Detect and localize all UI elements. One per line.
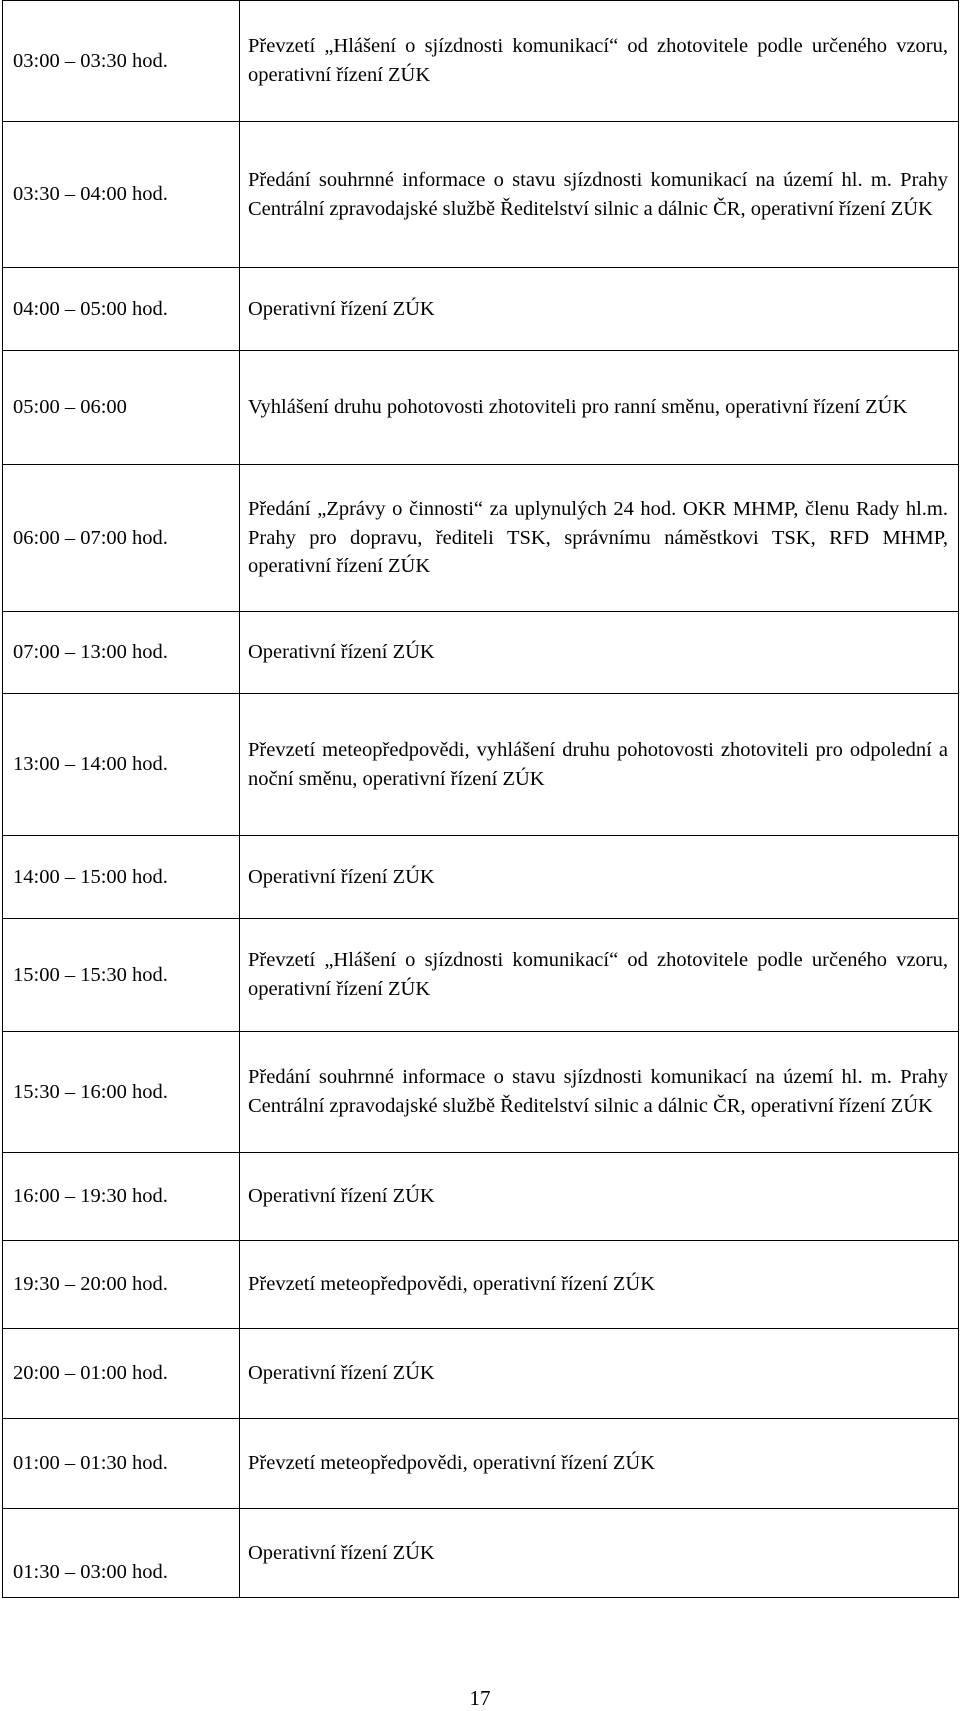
table-row (3, 919, 959, 1032)
time-cell: 04:00 – 05:00 hod. (3, 268, 240, 351)
time-cell: 05:00 – 06:00 (3, 351, 240, 465)
activity-cell: Vyhlášení druhu pohotovosti zhotoviteli pro ranní směnu, operativní řízení ZÚK (240, 351, 959, 465)
activity-cell: Operativní řízení ZÚK (240, 268, 959, 351)
activity-cell: Převzetí „Hlášení o sjízdnosti komunikací“ od zhotovitele podle určeného vzoru, operativní řízení ZÚK (240, 919, 959, 1032)
page-number: 17 (469, 1686, 491, 1710)
activity-cell: Převzetí meteopředpovědi, operativní řízení ZÚK (240, 1241, 959, 1329)
schedule-table (2, 0, 959, 1598)
activity-cell: Předání souhrnné informace o stavu sjízdnosti komunikací na území hl. m. Prahy Centrální zpravodajské službě Ředitelství silnic a dálnic ČR, operativní řízení ZÚK (240, 122, 959, 268)
time-cell: 07:00 – 13:00 hod. (3, 612, 240, 694)
time-cell: 03:30 – 04:00 hod. (3, 122, 240, 268)
table-row (3, 351, 959, 465)
activity-cell: Předání „Zprávy o činnosti“ za uplynulých 24 hod. OKR MHMP, členu Rady hl.m. Prahy pro dopravu, řediteli TSK, správnímu náměstkovi TSK, RFD MHMP, operativní řízení ZÚK (240, 465, 959, 612)
activity-cell: Převzetí meteopředpovědi, vyhlášení druhu pohotovosti zhotoviteli pro odpolední a noční směnu, operativní řízení ZÚK (240, 694, 959, 836)
time-cell: 14:00 – 15:00 hod. (3, 836, 240, 919)
time-cell: 20:00 – 01:00 hod. (3, 1329, 240, 1419)
activity-cell: Operativní řízení ZÚK (240, 836, 959, 919)
time-cell: 15:30 – 16:00 hod. (3, 1032, 240, 1153)
table-row (3, 1509, 959, 1598)
table-row (3, 1, 959, 122)
time-cell: 03:00 – 03:30 hod. (3, 1, 240, 122)
activity-cell: Převzetí meteopředpovědi, operativní řízení ZÚK (240, 1419, 959, 1509)
table-row (3, 122, 959, 268)
table-row (3, 268, 959, 351)
table-row (3, 836, 959, 919)
activity-cell: Převzetí „Hlášení o sjízdnosti komunikací“ od zhotovitele podle určeného vzoru, operativní řízení ZÚK (240, 1, 959, 122)
table-row (3, 1032, 959, 1153)
table-row (3, 1419, 959, 1509)
time-cell: 19:30 – 20:00 hod. (3, 1241, 240, 1329)
activity-cell: Operativní řízení ZÚK (240, 1509, 959, 1598)
time-cell: 01:00 – 01:30 hod. (3, 1419, 240, 1509)
activity-cell: Předání souhrnné informace o stavu sjízdnosti komunikací na území hl. m. Prahy Centrální zpravodajské službě Ředitelství silnic a dálnic ČR, operativní řízení ZÚK (240, 1032, 959, 1153)
table-row (3, 1153, 959, 1241)
activity-cell: Operativní řízení ZÚK (240, 1153, 959, 1241)
time-cell: 13:00 – 14:00 hod. (3, 694, 240, 836)
table-row (3, 612, 959, 694)
table-row (3, 465, 959, 612)
activity-cell: Operativní řízení ZÚK (240, 1329, 959, 1419)
time-cell: 06:00 – 07:00 hod. (3, 465, 240, 612)
table-row (3, 1329, 959, 1419)
table-row (3, 694, 959, 836)
time-cell: 15:00 – 15:30 hod. (3, 919, 240, 1032)
activity-cell: Operativní řízení ZÚK (240, 612, 959, 694)
time-cell: 01:30 – 03:00 hod. (3, 1509, 240, 1598)
table-row (3, 1241, 959, 1329)
time-cell: 16:00 – 19:30 hod. (3, 1153, 240, 1241)
